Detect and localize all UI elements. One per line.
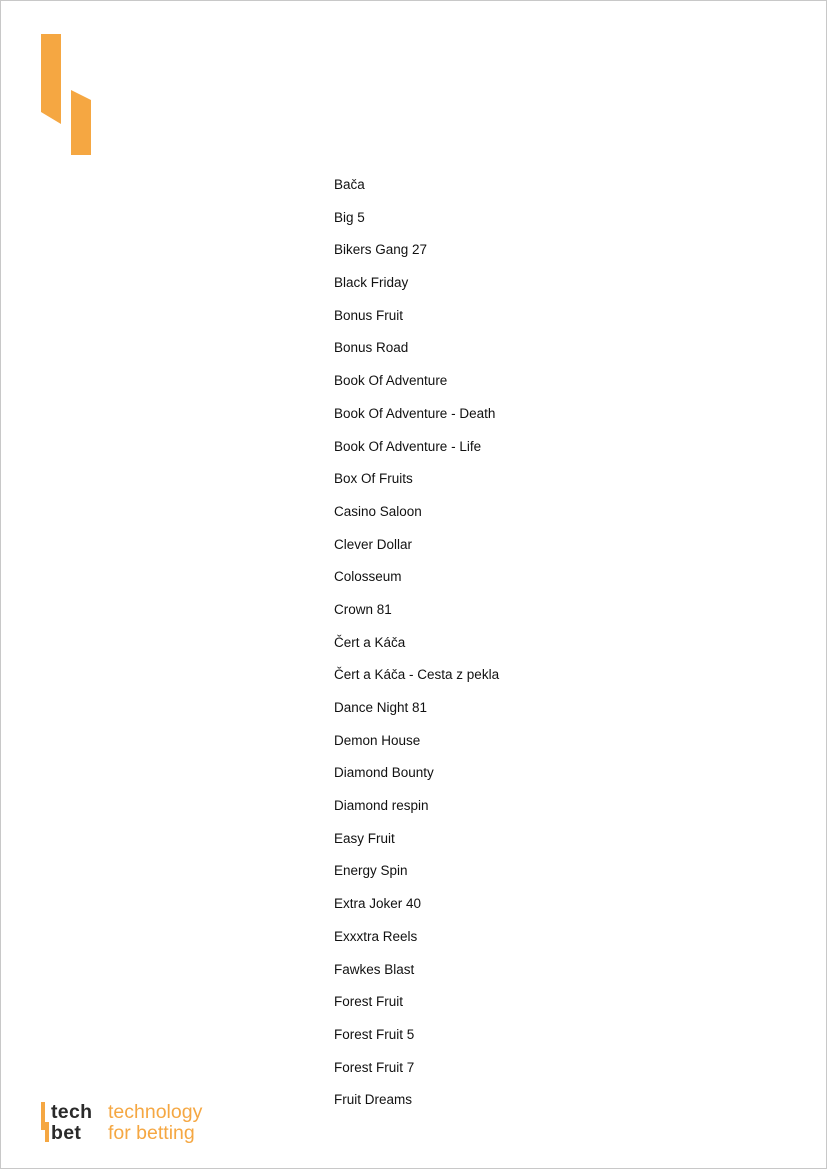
- game-item: Čert a Káča - Cesta z pekla: [334, 667, 500, 683]
- game-item: Box Of Fruits: [334, 471, 413, 487]
- game-item: Exxxtra Reels: [334, 928, 418, 944]
- game-item: Diamond Bounty: [334, 765, 434, 781]
- footer-tagline-line1: technology: [108, 1101, 203, 1123]
- game-item: Diamond respin: [334, 798, 429, 814]
- game-item: Book Of Adventure: [334, 373, 448, 389]
- footer-logo: [41, 1099, 241, 1149]
- game-item: Bonus Road: [334, 340, 409, 356]
- techbet-bars-icon: [41, 1102, 49, 1142]
- game-list: [334, 176, 499, 1124]
- game-item: Book Of Adventure - Death: [334, 405, 496, 421]
- game-item: Colosseum: [334, 569, 402, 585]
- game-item: Bača: [334, 177, 365, 192]
- game-item: Demon House: [334, 732, 421, 748]
- game-item: Forest Fruit 7: [334, 1059, 415, 1075]
- game-item: Energy Spin: [334, 863, 408, 879]
- game-item: Casino Saloon: [334, 503, 422, 519]
- game-item: Crown 81: [334, 601, 392, 617]
- game-item: Big 5: [334, 209, 365, 225]
- game-item: Extra Joker 40: [334, 896, 422, 912]
- game-item: Bonus Fruit: [334, 307, 404, 323]
- game-item: Čert a Káča: [334, 634, 406, 650]
- game-item: Easy Fruit: [334, 830, 395, 846]
- game-item: Clever Dollar: [334, 536, 413, 552]
- game-item: Forest Fruit 5: [334, 1026, 415, 1042]
- footer-tagline-line2: for betting: [108, 1122, 195, 1144]
- game-item: Forest Fruit: [334, 994, 404, 1010]
- game-item: Fruit Dreams: [334, 1092, 413, 1108]
- footer-brand-bet: bet: [51, 1122, 82, 1144]
- footer-brand-tech: tech: [51, 1101, 93, 1123]
- techbet-mark-icon: [41, 34, 93, 156]
- game-item: Bikers Gang 27: [334, 242, 428, 258]
- game-item: Fawkes Blast: [334, 961, 415, 977]
- game-item: Black Friday: [334, 275, 409, 291]
- game-item: Book Of Adventure - Life: [334, 438, 482, 454]
- game-item: Dance Night 81: [334, 700, 428, 715]
